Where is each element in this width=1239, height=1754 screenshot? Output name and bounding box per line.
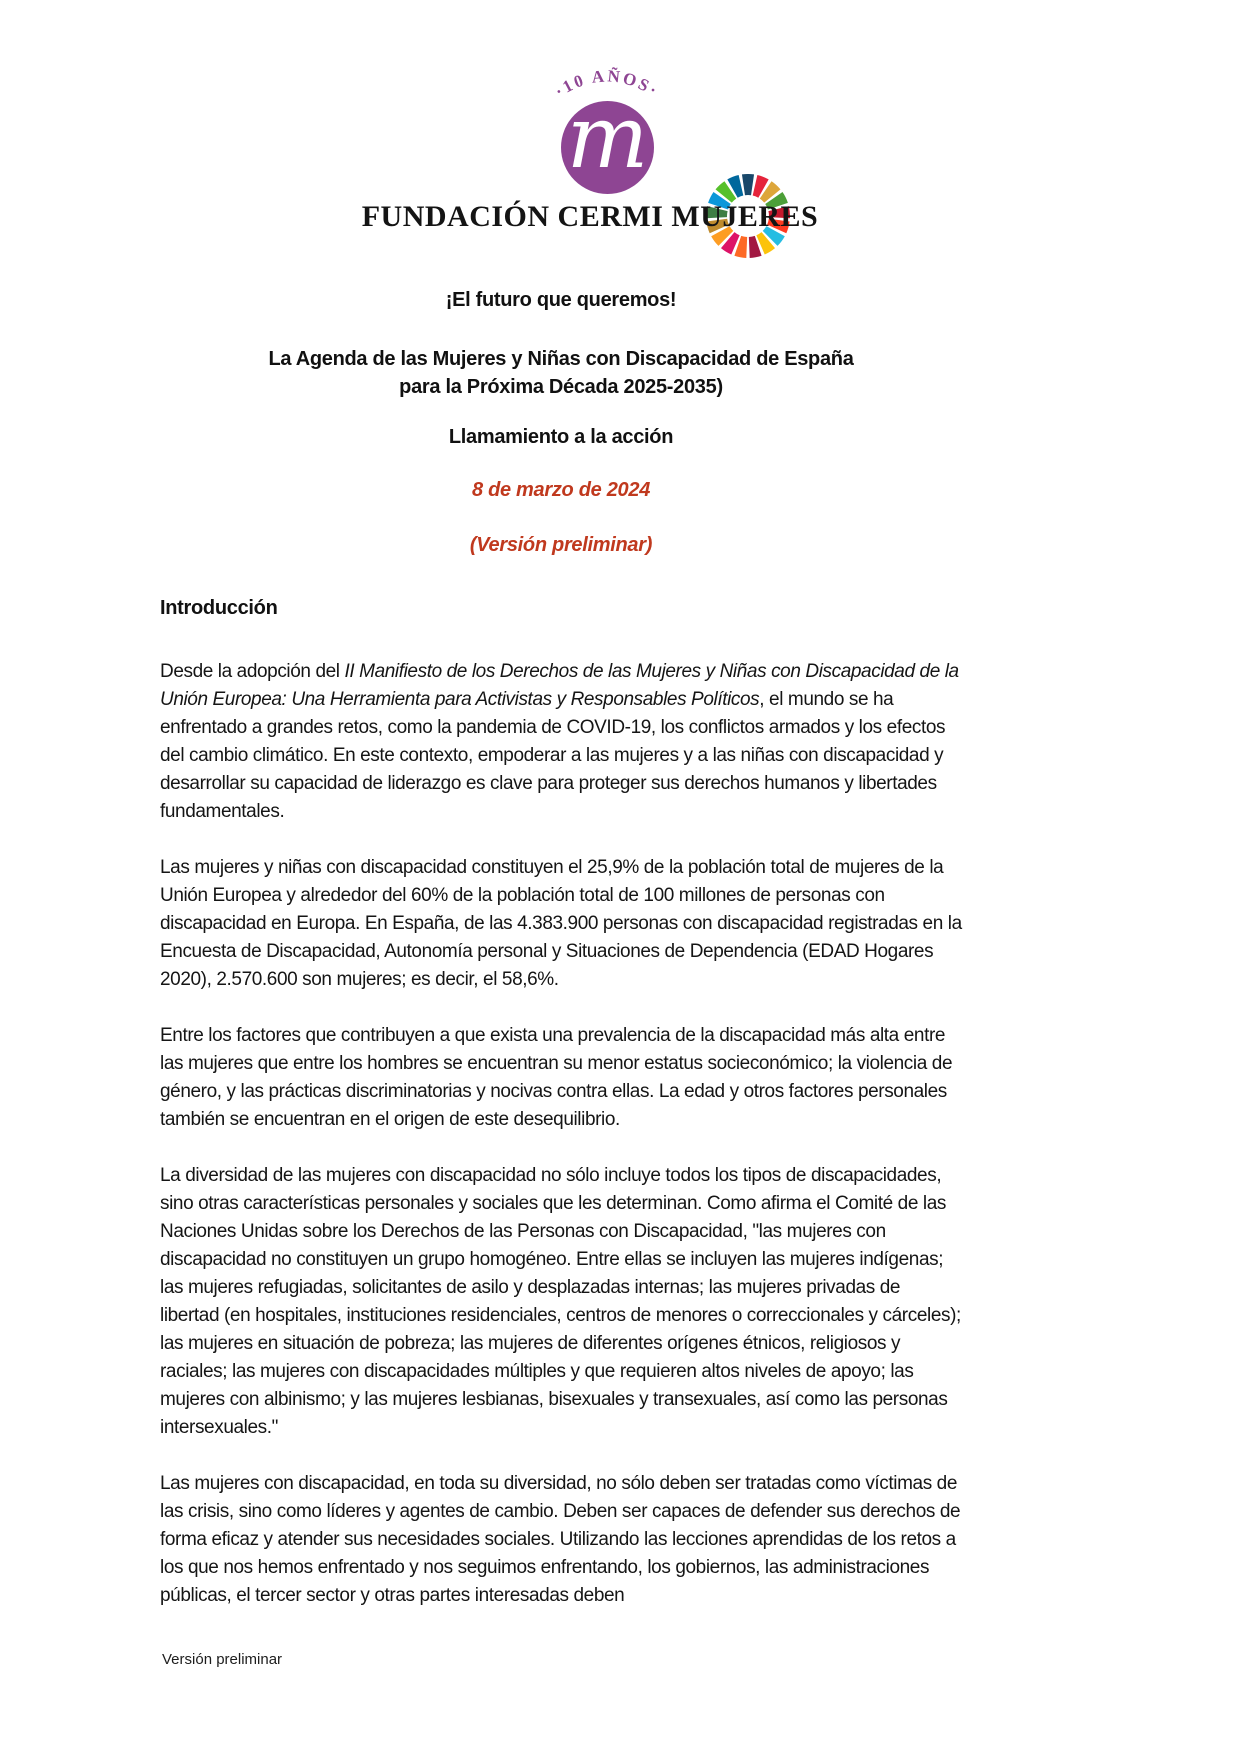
subtitle: Llamamiento a la acción [448,426,674,448]
paragraph-1-lead: Desde la adopción del [160,661,345,682]
anniversary-label: ·10 AÑOS· [551,66,663,102]
date-line: 8 de marzo de 2024 [471,479,651,501]
document-content [160,288,962,1610]
org-name: FUNDACIÓN CERMI MUJERES [361,200,819,233]
paragraph-2: Las mujeres y niñas con discapacidad constituyen el 25,9% de la población total de mujeres de la Unión Europea y alrededor del 60% de la población total de 100 millones de personas con discapacidad en Europa. En España, de las 4.383.900 personas con discapacidad registradas en la Encuesta de Discapacidad, Autonomía personal y Situaciones de Dependencia (EDAD Hogares 2020), 2.570.600 son mujeres; es decir, el 58,6%. [160,857,962,990]
tagline: ¡El futuro que queremos! [445,289,677,311]
paragraph-5: Las mujeres con discapacidad, en toda su diversidad, no sólo deben ser tratadas como víctimas de las crisis, sino como líderes y agentes de cambio. Deben ser capaces de defender sus derechos de forma eficaz y atender sus necesidades sociales. Utilizando las lecciones aprendidas de los retos a los que nos hemos enfrentado y nos seguimos enfrentando, los gobiernos, las administraciones públicas, el tercer sector y otras partes interesadas deben [160,1473,961,1606]
paragraph-1-italic-title: II Manifiesto de los Derechos de las Mujeres y Niñas con Discapacidad de la Unión Europea: Una Herramienta para Activistas y Responsables Políticos [160,661,959,710]
document-title-line2: para la Próxima Década 2025-2035) [399,376,723,398]
paragraph-4: La diversidad de las mujeres con discapacidad no sólo incluye todos los tipos de discapacidades, sino otras características personales y sociales que les determinan. Como afirma el Comité de las Naciones Unidas sobre los Derechos de las Personas con Discapacidad, "las mujeres con discapacidad no constituyen un grupo homogéneo. Entre ellas se incluyen las mujeres indígenas; las mujeres refugiadas, solicitantes de asilo y desplazadas internas; las mujeres privadas de libertad (en hospitales, instituciones residenciales, centros de menores o correccionales y cárceles); las mujeres en situación de pobreza; las mujeres de diferentes orígenes étnicos, religiosos y raciales; las mujeres con discapacidades múltiples y que requieren altos niveles de apoyo; las mujeres con albinismo; y las mujeres lesbianas, bisexuales y transexuales, así como las personas intersexuales." [160,1165,961,1438]
paragraph-1-tail: , el mundo se ha enfrentado a grandes retos, como la pandemia de COVID-19, los conflictos armados y los efectos del cambio climático. En este contexto, empoderar a las mujeres y a las niñas con discapacidad y desarrollar su capacidad de liderazgo es clave para proteger sus derechos humanos y libertades fundamentales. [160,689,946,822]
paragraph-3: Entre los factores que contribuyen a que exista una prevalencia de la discapacidad más alta entre las mujeres que entre los hombres se encuentran su menor estatus socieconómico; la violencia de género, y las prácticas discriminatorias y nocivas contra ellas. La edad y otros factores personales también se encuentran en el origen de este desequilibrio. [160,1025,953,1130]
paragraph-1 [160,658,962,826]
document-title-line1: La Agenda de las Mujeres y Niñas con Discapacidad de España [268,348,854,370]
version-note: (Versión preliminar) [469,534,653,556]
page-footer: Versión preliminar [162,1651,283,1668]
document-title [160,345,962,401]
cermi-mujeres-logo-icon [561,87,654,194]
monogram-m: m [566,87,649,188]
section-heading-introduccion: Introducción [160,597,278,619]
